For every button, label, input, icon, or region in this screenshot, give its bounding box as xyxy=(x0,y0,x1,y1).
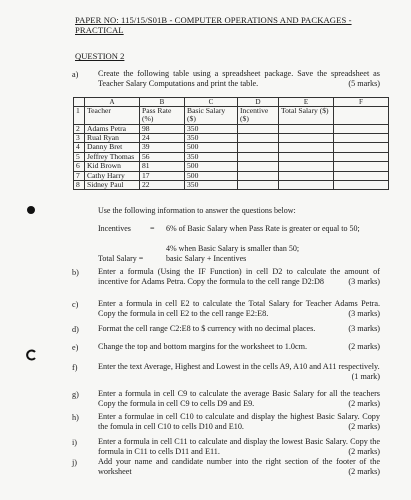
question-body: Change the top and bottom margins for the worksheet to 1.0cm. xyxy=(98,342,308,351)
table-cell: 350 xyxy=(185,134,238,143)
question-label: e) xyxy=(72,343,79,352)
total-salary-label: Total Salary = xyxy=(98,254,144,263)
question-body: Enter a formula (Using the IF Function) in cell D2 to calculate the amount of incentive for Adams Petra. Copy the formula to the cell range D2:D8 xyxy=(98,267,380,286)
table-cell: 500 xyxy=(185,171,238,180)
question-label: d) xyxy=(72,325,79,334)
table-cell xyxy=(238,162,279,171)
row-number: 1 xyxy=(74,107,85,124)
incentives-rule-2: 4% when Basic Salary is smaller than 50; xyxy=(166,244,300,253)
question-body: Format the cell range C2:E8 to $ currency with no decimal places. xyxy=(98,324,316,333)
table-cell: Teacher xyxy=(85,107,140,124)
question-text xyxy=(98,437,380,456)
table-cell xyxy=(238,124,279,133)
table-cell: Adams Petra xyxy=(85,124,140,133)
question-label: h) xyxy=(72,413,79,422)
table-row xyxy=(74,143,389,152)
question-marks: (1 mark) xyxy=(351,371,380,381)
column-header: D xyxy=(238,98,279,107)
table-cell: 22 xyxy=(140,180,185,189)
table-cell: Danny Bret xyxy=(85,143,140,152)
table-cell: Pass Rate (%) xyxy=(140,107,185,124)
table-cell: Rual Ryan xyxy=(85,134,140,143)
question-label: g) xyxy=(72,390,79,399)
table-cell: 500 xyxy=(185,162,238,171)
column-header: E xyxy=(279,98,334,107)
question-marks: (2 marks) xyxy=(348,466,380,476)
table-cell: Cathy Harry xyxy=(85,171,140,180)
incentives-rule-1: 6% of Basic Salary when Pass Rate is greater or equal to 50; xyxy=(166,224,360,233)
table-cell xyxy=(279,134,334,143)
question-body: Add your name and candidate number into the right section of the footer of the worksheet xyxy=(98,457,380,476)
question-text xyxy=(98,267,380,286)
table-cell: 39 xyxy=(140,143,185,152)
question-label: i) xyxy=(72,438,78,447)
table-cell xyxy=(334,162,389,171)
table-cell xyxy=(238,152,279,161)
question-text xyxy=(98,342,380,352)
table-cell: Incentive ($) xyxy=(238,107,279,124)
incentives-equals: = xyxy=(150,224,155,233)
table-cell xyxy=(279,124,334,133)
row-number: 6 xyxy=(74,162,85,171)
question-body: Enter the text Average, Highest and Lowest in the cells A9, A10 and A11 respectively. xyxy=(98,362,380,371)
question-marks: (3 marks) xyxy=(348,276,380,286)
question-label: f) xyxy=(72,363,78,372)
question-body: Enter a formula in cell C11 to calculate and display the lowest Basic Salary. Copy the formula in C11 to cells D11 and E11. xyxy=(98,437,380,456)
question-marks: (2 marks) xyxy=(348,446,380,456)
row-number: 5 xyxy=(74,152,85,161)
question-text xyxy=(98,412,380,431)
table-cell xyxy=(238,180,279,189)
question-text xyxy=(98,389,380,408)
spreadsheet-table xyxy=(73,97,389,190)
question-marks: (3 marks) xyxy=(348,324,380,333)
punch-dot xyxy=(27,206,35,214)
question-body: Enter a formula in cell E2 to calculate the Total Salary for Teacher Adams Petra. Copy the formula in cell E2 to the cell range E2:E8. xyxy=(98,299,380,318)
column-header: F xyxy=(334,98,389,107)
question-label: c) xyxy=(72,300,79,309)
table-cell: 24 xyxy=(140,134,185,143)
table-cell: 350 xyxy=(185,152,238,161)
question-body: Enter a formulae in cell C10 to calculate and display the highest Basic Salary. Copy the fomula in cell C10 to cells D10 and E10. xyxy=(98,412,380,431)
table-cell: Basic Salary ($) xyxy=(185,107,238,124)
table-cell xyxy=(279,180,334,189)
table-row xyxy=(74,180,389,189)
row-number: 8 xyxy=(74,180,85,189)
question-marks: (2 marks) xyxy=(348,342,380,351)
question-marks: (2 marks) xyxy=(348,421,380,431)
row-number: 3 xyxy=(74,134,85,143)
table-cell: 350 xyxy=(185,124,238,133)
table-cell: Total Salary ($) xyxy=(279,107,334,124)
table-cell: 81 xyxy=(140,162,185,171)
table-cell xyxy=(334,180,389,189)
table-cell xyxy=(334,124,389,133)
table-cell: 56 xyxy=(140,152,185,161)
question-title: QUESTION 2 xyxy=(75,51,125,61)
question-label: b) xyxy=(72,268,79,277)
question-marks: (3 marks) xyxy=(348,308,380,318)
question-text xyxy=(98,299,380,318)
table-cell xyxy=(334,171,389,180)
table-cell xyxy=(238,171,279,180)
info-intro: Use the following information to answer the questions below: xyxy=(98,206,296,215)
table-cell xyxy=(334,107,389,124)
column-header: C xyxy=(185,98,238,107)
row-number: 7 xyxy=(74,171,85,180)
table-row xyxy=(74,162,389,171)
table-cell: 350 xyxy=(185,180,238,189)
row-number: 2 xyxy=(74,124,85,133)
table-cell xyxy=(334,134,389,143)
table-cell xyxy=(238,143,279,152)
table-cell xyxy=(334,143,389,152)
table-cell xyxy=(279,162,334,171)
row-number: 4 xyxy=(74,143,85,152)
table-cell: 500 xyxy=(185,143,238,152)
question-text xyxy=(98,457,380,476)
column-header: A xyxy=(85,98,140,107)
table-cell xyxy=(279,143,334,152)
question-label: j) xyxy=(72,458,78,467)
part-a-marks: (5 marks) xyxy=(348,78,380,88)
question-marks: (2 marks) xyxy=(348,398,380,408)
table-cell: Kid Brown xyxy=(85,162,140,171)
table-cell: Sidney Paul xyxy=(85,180,140,189)
part-a-label: a) xyxy=(72,70,79,79)
question-body: Enter a formula in cell C9 to calculate the average Basic Salary for all the teachers Copy the formula in cell C9 to cells D9 and E9. xyxy=(98,389,380,408)
table-cell xyxy=(334,152,389,161)
part-a-text xyxy=(98,69,380,88)
incentives-label: Incentives xyxy=(98,224,131,233)
table-cell xyxy=(279,171,334,180)
part-a-body: Create the following table using a spreadsheet package. Save the spreadsheet as Teacher Salary Computations and print the table. xyxy=(98,69,380,88)
table-row xyxy=(74,124,389,133)
paper-title: PAPER NO: 115/15/S01B - COMPUTER OPERATIONS AND PACKAGES - PRACTICAL xyxy=(75,15,352,35)
table-cell xyxy=(279,152,334,161)
binder-hole-icon xyxy=(26,349,38,361)
table-cell: 17 xyxy=(140,171,185,180)
total-salary-rule: basic Salary + Incentives xyxy=(166,254,247,263)
table-cell: Jeffrey Thomas xyxy=(85,152,140,161)
question-text xyxy=(98,324,380,334)
column-header: B xyxy=(140,98,185,107)
column-header-row xyxy=(74,98,389,107)
table-row xyxy=(74,107,389,124)
table-cell xyxy=(238,134,279,143)
question-text xyxy=(98,362,380,381)
table-cell: 98 xyxy=(140,124,185,133)
